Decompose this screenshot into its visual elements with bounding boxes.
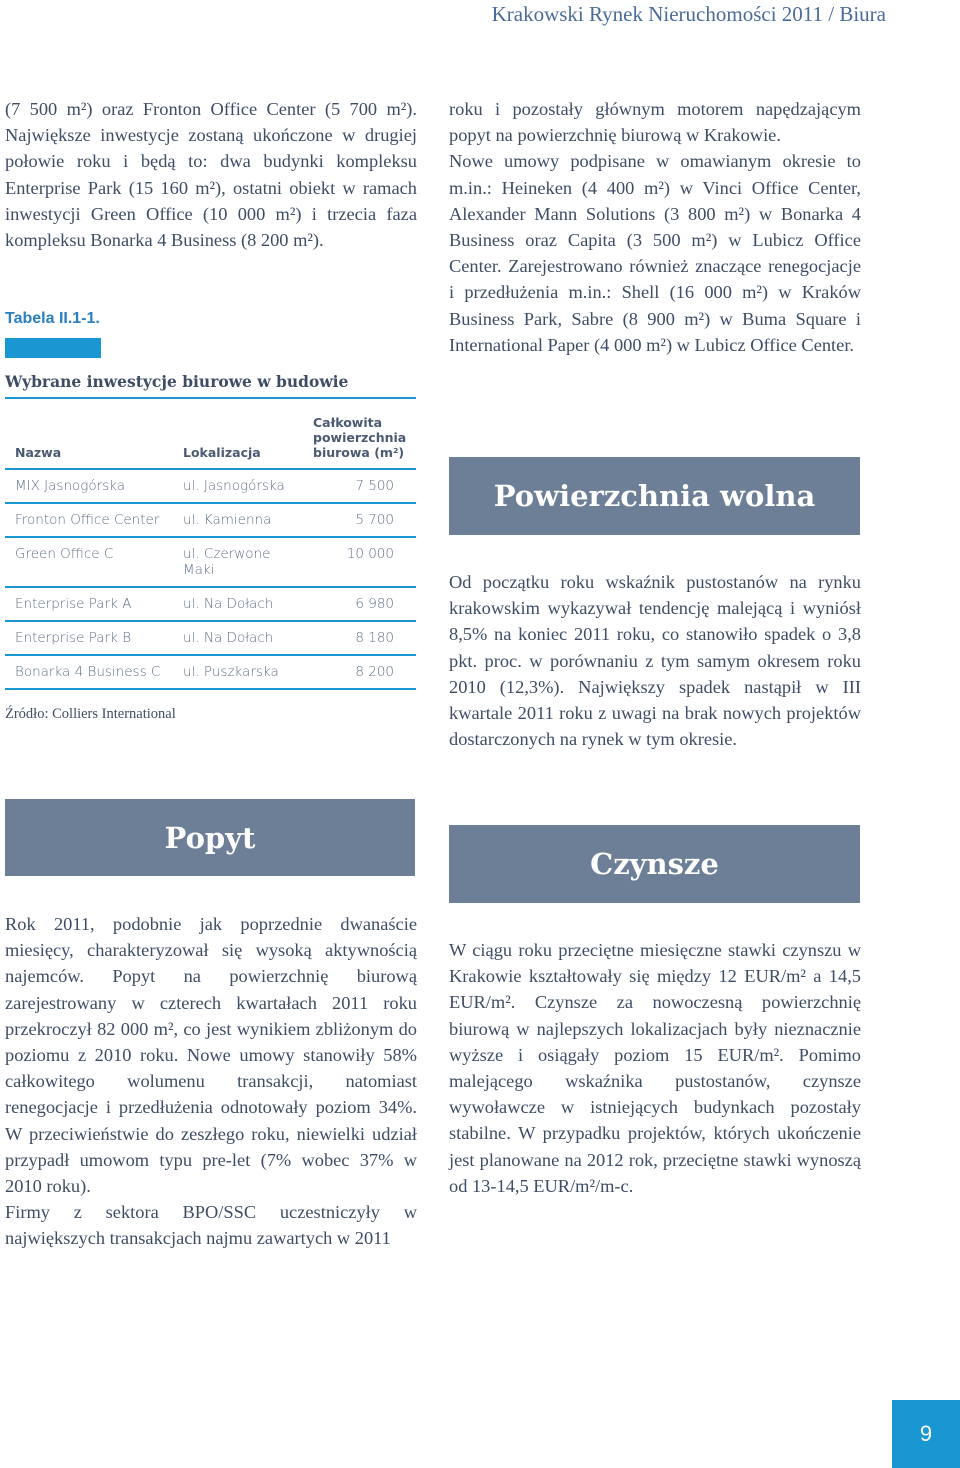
right-paragraph-1: roku i pozostały głównym motorem napędzającym popyt na powierzchnię biurową w Krakowie. bbox=[449, 99, 861, 146]
cell-area: 7 500 bbox=[303, 469, 416, 503]
wolna-text bbox=[449, 569, 861, 752]
page-number: 9 bbox=[892, 1400, 960, 1468]
header-area: Całkowita powierzchnia biurowa (m²) bbox=[303, 399, 416, 469]
running-header: Krakowski Rynek Nieruchomości 2011 / Biura bbox=[491, 2, 886, 26]
table-row bbox=[5, 503, 416, 537]
cell-area: 8 200 bbox=[303, 655, 416, 689]
table-label: Tabela II.1-1. bbox=[5, 310, 100, 327]
cell-location: ul. Jasnogórska bbox=[173, 469, 303, 503]
popyt-paragraph-2: Firmy z sektora BPO/SSC uczestniczyły w największych transakcjach najmu zawartych w 2011 bbox=[5, 1202, 417, 1249]
table-row bbox=[5, 621, 416, 655]
popyt-heading: Popyt bbox=[5, 799, 415, 876]
cell-name: Green Office C bbox=[5, 537, 173, 587]
czynsze-text bbox=[449, 937, 861, 1199]
table-row bbox=[5, 655, 416, 689]
wolna-paragraph: Od początku roku wskaźnik pustostanów na rynku krakowskim wykazywał tendencję malejącą i wyniósł 8,5% na koniec 2011 roku, co stanowiło spadek o 3,8 pkt. proc. w porównaniu z tym samym okresem roku 2010 (12,3%). Największy spadek nastąpił w III kwartale 2011 roku z uwagi na brak nowych projektów dostarczonych na rynek w tym okresie. bbox=[449, 572, 861, 750]
investments-table bbox=[5, 399, 416, 690]
cell-area: 8 180 bbox=[303, 621, 416, 655]
popyt-text bbox=[5, 911, 417, 1252]
cell-location: ul. Na Dołach bbox=[173, 587, 303, 621]
table-row bbox=[5, 537, 416, 587]
table-label-bar bbox=[5, 338, 101, 358]
popyt-paragraph-1: Rok 2011, podobnie jak poprzednie dwanaście miesięcy, charakteryzował się wysoką aktywnością najemców. Popyt na powierzchnię biurową zarejestrowany w czterech kwartałach 2011 roku przekroczył 82 000 m², co jest wynikiem zbliżonym do poziomu z 2010 roku. Nowe umowy stanowiły 58% całkowitego wolumenu transakcji, natomiast renegocjacje i przedłużenia odnotowały poziom 34%. W przeciwieństwie do zeszłego roku, niewielki udział przypadł umowom typu pre-let (7% wobec 37% w 2010 roku). bbox=[5, 914, 417, 1197]
table-header-row bbox=[5, 399, 416, 469]
table-section bbox=[5, 310, 417, 723]
cell-name: Enterprise Park A bbox=[5, 587, 173, 621]
header-name: Nazwa bbox=[5, 399, 173, 469]
powierzchnia-wolna-heading: Powierzchnia wolna bbox=[449, 457, 860, 535]
czynsze-paragraph: W ciągu roku przeciętne miesięczne stawki czynszu w Krakowie kształtowały się między 12 EUR/m² a 14,5 EUR/m². Czynsze za nowoczesną powierzchnię biurową w najlepszych lokalizacjach były nieznacznie wyższe i osiągały poziom 15 EUR/m². Pomimo malejącego wskaźnika pustostanów, czynsze wywoławcze w istniejących budynkach pozostały stabilne. W przypadku projektów, których ukończenie jest planowane na 2012 rok, przeciętne stawki wynoszą od 13-14,5 EUR/m²/m-c. bbox=[449, 940, 861, 1196]
table-row bbox=[5, 469, 416, 503]
cell-location: ul. Kamienna bbox=[173, 503, 303, 537]
left-column bbox=[5, 96, 417, 253]
table-row bbox=[5, 587, 416, 621]
cell-location: ul. Czerwone Maki bbox=[173, 537, 303, 587]
cell-name: Bonarka 4 Business C bbox=[5, 655, 173, 689]
cell-area: 5 700 bbox=[303, 503, 416, 537]
table-title: Wybrane inwestycje biurowe w budowie bbox=[5, 372, 416, 399]
cell-name: Enterprise Park B bbox=[5, 621, 173, 655]
header-location: Lokalizacja bbox=[173, 399, 303, 469]
intro-paragraph: (7 500 m²) oraz Fronton Office Center (5 700 m²). Największe inwestycje zostaną ukończone w drugiej połowie roku i będą to: dwa budynki kompleksu Enterprise Park (15 160 m²), ostatni obiekt w ramach inwestycji Green Office (10 000 m²) i trzecia faza kompleksu Bonarka 4 Business (8 200 m²). bbox=[5, 99, 417, 251]
cell-area: 6 980 bbox=[303, 587, 416, 621]
cell-location: ul. Na Dołach bbox=[173, 621, 303, 655]
right-column-top bbox=[449, 96, 861, 358]
right-paragraph-2: Nowe umowy podpisane w omawianym okresie to m.in.: Heineken (4 400 m²) w Vinci Office Center, Alexander Mann Solutions (3 800 m²) w Bonarka 4 Business oraz Capita (3 500 m²) w Lubicz Office Center. Zarejestrowano również znaczące renegocjacje i przedłużenia m.in.: Shell (16 000 m²) w Kraków Business Park, Sabre (8 900 m²) w Buma Square i International Paper (4 000 m²) w Lubicz Office Center. bbox=[449, 151, 861, 355]
czynsze-heading: Czynsze bbox=[449, 825, 860, 903]
table-source: Źródło: Colliers International bbox=[5, 706, 176, 722]
cell-location: ul. Puszkarska bbox=[173, 655, 303, 689]
cell-name: MIX Jasnogórska bbox=[5, 469, 173, 503]
cell-name: Fronton Office Center bbox=[5, 503, 173, 537]
cell-area: 10 000 bbox=[303, 537, 416, 587]
